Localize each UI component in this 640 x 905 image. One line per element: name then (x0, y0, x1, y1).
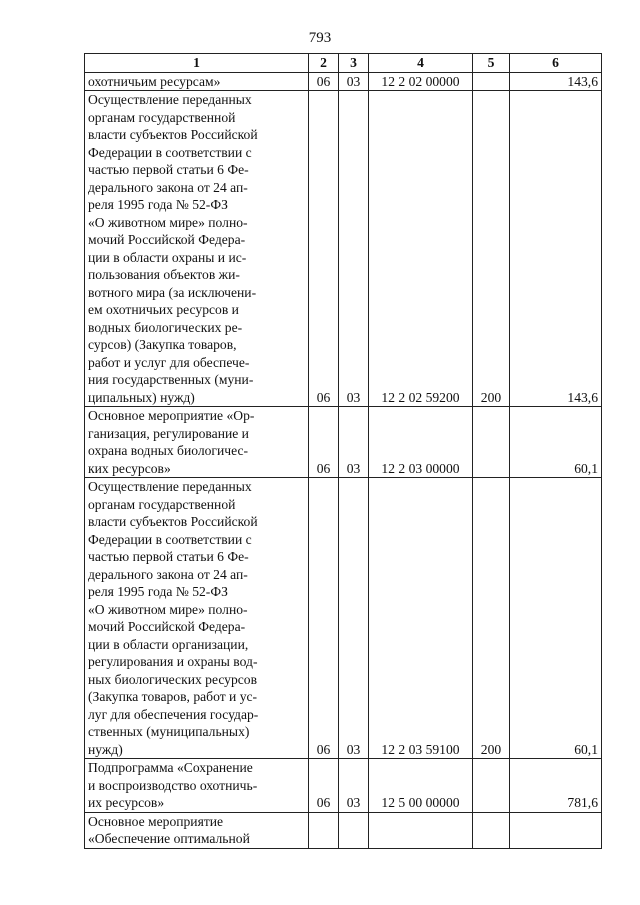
row-description: охотничьим ресурсам» (85, 72, 309, 91)
row-subsection (339, 812, 369, 848)
table-row (85, 478, 602, 759)
row-description: Осуществление переданных органам государственной власти субъектов Российской Федерации в соответствии с частью первой статьи 6 Фе- дерального закона от 24 ап- реля 1995 года № 52-ФЗ «О животном мире» полно- мочий Российской Федера- ции в области охраны и ис- пользования объектов жи- вотного мира (за исключени- ем охотничьих ресурсов и водных биологических ре- сурсов) (Закупка товаров, работ и услуг для обеспече- ния государственных (муни- ципальных) нужд) (85, 91, 309, 407)
header-col-5: 5 (473, 54, 510, 73)
row-amount (510, 812, 602, 848)
row-section: 06 (309, 72, 339, 91)
row-amount: 60,1 (510, 407, 602, 478)
row-subsection: 03 (339, 478, 369, 759)
row-section: 06 (309, 759, 339, 813)
row-target-code: 12 2 03 00000 (369, 407, 473, 478)
row-target-code: 12 5 00 00000 (369, 759, 473, 813)
table-row (85, 72, 602, 91)
table-row (85, 91, 602, 407)
row-subsection: 03 (339, 407, 369, 478)
page-number: 793 (308, 30, 332, 46)
header-col-6: 6 (510, 54, 602, 73)
row-expense-type (473, 812, 510, 848)
table-row (85, 812, 602, 848)
table-row (85, 407, 602, 478)
row-section (309, 812, 339, 848)
budget-table (84, 53, 602, 849)
row-amount: 60,1 (510, 478, 602, 759)
table-row (85, 759, 602, 813)
row-expense-type (473, 72, 510, 91)
row-expense-type: 200 (473, 91, 510, 407)
row-amount: 143,6 (510, 91, 602, 407)
row-amount: 781,6 (510, 759, 602, 813)
row-expense-type (473, 759, 510, 813)
row-target-code: 12 2 02 00000 (369, 72, 473, 91)
row-expense-type (473, 407, 510, 478)
row-description: Подпрограмма «Сохранение и воспроизводство охотничь- их ресурсов» (85, 759, 309, 813)
header-col-2: 2 (309, 54, 339, 73)
row-target-code (369, 812, 473, 848)
header-col-1: 1 (85, 54, 309, 73)
header-col-4: 4 (369, 54, 473, 73)
header-row (85, 54, 602, 73)
row-description: Осуществление переданных органам государственной власти субъектов Российской Федерации в соответствии с частью первой статьи 6 Фе- дерального закона от 24 ап- реля 1995 года № 52-ФЗ «О животном мире» полно- мочий Российской Федера- ции в области организации, регулирования и охраны вод- ных биологических ресурсов (Закупка товаров, работ и ус- луг для обеспечения государ- ственных (муниципальных) нужд) (85, 478, 309, 759)
row-section: 06 (309, 407, 339, 478)
row-subsection: 03 (339, 91, 369, 407)
row-expense-type: 200 (473, 478, 510, 759)
row-subsection: 03 (339, 759, 369, 813)
row-section: 06 (309, 478, 339, 759)
row-description: Основное мероприятие «Обеспечение оптимальной (85, 812, 309, 848)
row-subsection: 03 (339, 72, 369, 91)
row-target-code: 12 2 03 59100 (369, 478, 473, 759)
row-target-code: 12 2 02 59200 (369, 91, 473, 407)
header-col-3: 3 (339, 54, 369, 73)
row-description: Основное мероприятие «Ор- ганизация, регулирование и охрана водных биологичес- ких ресурсов» (85, 407, 309, 478)
row-section: 06 (309, 91, 339, 407)
row-amount: 143,6 (510, 72, 602, 91)
